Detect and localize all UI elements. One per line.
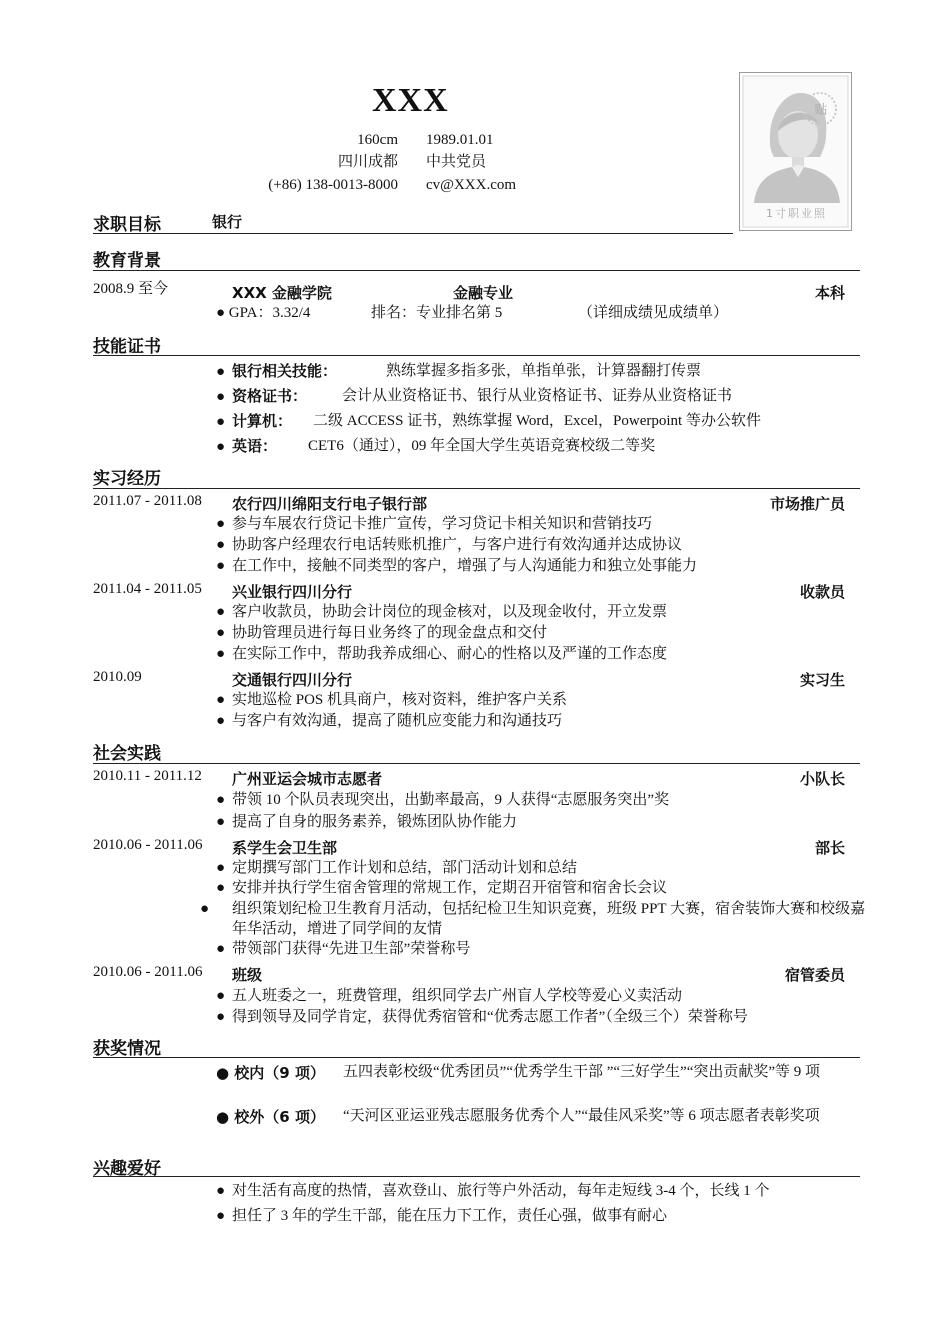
- list-item: ● 与客户有效沟通，提高了随机应变能力和沟通技巧: [216, 713, 563, 729]
- bullet-icon: ●: [216, 1183, 226, 1199]
- entry-org: 广州亚运会城市志愿者: [232, 770, 383, 788]
- award-label: ● 校外（6 项）: [216, 1108, 325, 1126]
- list-item: ● 带领部门获得“先进卫生部”荣誉称号: [216, 941, 471, 957]
- entry-org: 兴业银行四川分行: [232, 583, 353, 601]
- bullet-icon: ●: [216, 646, 226, 662]
- entry-org: 农行四川绵阳支行电子银行部: [232, 495, 428, 513]
- divider: [93, 233, 733, 234]
- list-item: ● 五人班委之一，班费管理，组织同学去广州盲人学校等爱心义卖活动: [216, 988, 683, 1004]
- hobbies-title: 兴趣爱好: [93, 1159, 161, 1179]
- bullet-icon: ●: [200, 901, 210, 917]
- divider: [93, 355, 860, 356]
- major-name: 金融专业: [453, 284, 514, 302]
- list-item: ● 实地巡检 POS 机具商户，核对资料，维护客户关系: [216, 692, 568, 708]
- entry-org: 交通银行四川分行: [232, 671, 353, 689]
- entry-date: 2010.06 - 2011.06: [93, 837, 203, 853]
- bullet-icon: ●: [216, 389, 226, 405]
- bullet-icon: ●: [216, 537, 226, 553]
- entry-date: 2010.11 - 2011.12: [93, 768, 202, 784]
- entry-date: 2011.07 - 2011.08: [93, 493, 202, 509]
- list-item: ● 带领 10 个队员表现突出，出勤率最高，9 人获得“志愿服务突出”奖: [216, 792, 670, 808]
- bullet-icon: ●: [216, 792, 226, 808]
- bullet-icon: ●: [216, 1208, 226, 1224]
- bullet-icon: ●: [216, 692, 226, 708]
- email-address: cv@XXX.com: [426, 177, 517, 193]
- list-item: ● 提高了自身的服务素养，锻炼团队协作能力: [216, 814, 518, 830]
- award-text: 五四表彰校级“优秀团员”“优秀学生干部 ”“三好学生”“突出贡献奖”等 9 项: [343, 1064, 821, 1080]
- bullet-icon: ●: [216, 941, 226, 957]
- list-item: ● 担任了 3 年的学生干部，能在压力下工作，责任心强，做事有耐心: [216, 1208, 668, 1224]
- list-item: ● 协助客户经理农行电话转账机推广，与客户进行有效沟通并达成协议: [216, 537, 683, 553]
- skill-text: 会计从业资格证书、银行从业资格证书、证券从业资格证书: [342, 388, 733, 404]
- bullet-icon: ●: [216, 713, 226, 729]
- gpa-line: ● GPA：3.32/4: [216, 305, 311, 321]
- bullet-icon: ●: [216, 604, 226, 620]
- skill-label: 银行相关技能：: [232, 362, 338, 380]
- hometown: 四川成都: [337, 154, 398, 170]
- awards-title: 获奖情况: [93, 1039, 161, 1059]
- bullet-icon: ●: [216, 439, 226, 455]
- entry-date: 2010.09: [93, 669, 142, 685]
- entry-org: 系学生会卫生部: [232, 839, 338, 857]
- school-name: XXX 金融学院: [232, 284, 332, 302]
- skill-text: 熟练掌握多指多张，单指单张，计算器翻打传票: [386, 363, 702, 379]
- transcript-note: （详细成绩见成绩单）: [578, 305, 729, 321]
- skill-text: CET6（通过），09 年全国大学生英语竞赛校级二等奖: [308, 438, 656, 454]
- candidate-name: XXX: [372, 82, 449, 119]
- bullet-icon: ●: [216, 880, 226, 896]
- list-item: ● 安排并执行学生宿舍管理的常规工作，定期召开宿管和宿舍长会议: [216, 880, 668, 896]
- bullet-icon: ●: [216, 1009, 226, 1025]
- entry-role: 宿管委员: [784, 966, 845, 984]
- skill-item: [216, 436, 277, 457]
- entry-role: 小队长: [799, 770, 845, 788]
- skill-item: [216, 361, 337, 382]
- entry-role: 部长: [814, 839, 845, 857]
- photo-placeholder: [739, 72, 852, 231]
- award-text: “天河区亚运亚残志愿服务优秀个人”“最佳风采奖”等 6 项志愿者表彰奖项: [343, 1108, 820, 1124]
- skill-item: [216, 386, 307, 407]
- skill-text: 二级 ACCESS 证书，熟练掌握 Word，Excel，Powerpoint 等办公软件: [313, 413, 761, 429]
- list-item: ● 参与车展农行贷记卡推广宣传，学习贷记卡相关知识和营销技巧: [216, 516, 653, 532]
- rank-line: 排名：专业排名第 5: [371, 305, 503, 321]
- target-value: 银行: [212, 213, 243, 231]
- divider: [93, 1057, 860, 1058]
- list-item: ● 协助管理员进行每日业务终了的现金盘点和交付: [216, 625, 548, 641]
- bullet-icon: ●: [216, 860, 226, 876]
- divider: [93, 1176, 860, 1177]
- list-item: ● 组织策划纪检卫生教育月活动，包括纪检卫生知识竞赛，班级 PPT 大赛，宿舍装饰大赛和校级嘉年华活动，增进了同学间的友情: [200, 901, 866, 937]
- entry-org: 班级: [232, 966, 263, 984]
- phone-number: (+86) 138-0013-8000: [268, 177, 398, 193]
- skills-title: 技能证书: [93, 337, 161, 357]
- list-item: ● 对生活有高度的热情，喜欢登山、旅行等户外活动，每年走短线 3-4 个，长线 1 个: [216, 1183, 770, 1199]
- list-item: ● 得到领导及同学肯定，获得优秀宿管和“优秀志愿工作者”（全级三个）荣誉称号: [216, 1009, 748, 1025]
- birth-date: 1989.01.01: [426, 132, 494, 148]
- degree: 本科: [814, 284, 845, 302]
- social-title: 社会实践: [93, 744, 161, 764]
- entry-role: 市场推广员: [769, 495, 845, 513]
- entry-role: 实习生: [799, 671, 845, 689]
- bullet-icon: ●: [216, 988, 226, 1004]
- bullet-icon: ●: [216, 814, 226, 830]
- entry-role: 收款员: [799, 583, 845, 601]
- skill-label: 计算机：: [232, 412, 293, 430]
- list-item: ● 客户收款员，协助会计岗位的现金核对，以及现金收付，开立发票: [216, 604, 668, 620]
- bullet-icon: ●: [216, 364, 226, 380]
- bullet-icon: ●: [216, 558, 226, 574]
- entry-date: 2011.04 - 2011.05: [93, 581, 202, 597]
- bullet-icon: ●: [216, 414, 226, 430]
- political-status: 中共党员: [426, 154, 487, 170]
- photo-caption: 1寸职业照: [766, 207, 827, 220]
- bullet-icon: ●: [216, 516, 226, 532]
- target-label: 求职目标: [93, 215, 161, 235]
- list-item: ● 定期撰写部门工作计划和总结，部门活动计划和总结: [216, 860, 578, 876]
- list-item: ● 在实际工作中，帮助我养成细心、耐心的性格以及严谨的工作态度: [216, 646, 668, 662]
- entry-date: 2010.06 - 2011.06: [93, 964, 203, 980]
- divider: [93, 763, 860, 764]
- skill-label: 英语：: [232, 437, 278, 455]
- education-title: 教育背景: [93, 251, 161, 271]
- skill-item: [216, 411, 292, 432]
- list-item: ● 在工作中，接触不同类型的客户，增强了与人沟通能力和独立处事能力: [216, 558, 698, 574]
- bullet-icon: ●: [216, 625, 226, 641]
- divider: [93, 270, 860, 271]
- divider: [93, 488, 860, 489]
- education-date: 2008.9 至今: [93, 281, 169, 297]
- photo-stamp: 贴: [814, 103, 828, 118]
- skill-label: 资格证书：: [232, 387, 308, 405]
- height-value: 160cm: [357, 132, 398, 148]
- award-label: ● 校内（9 项）: [216, 1064, 325, 1082]
- internship-title: 实习经历: [93, 469, 161, 489]
